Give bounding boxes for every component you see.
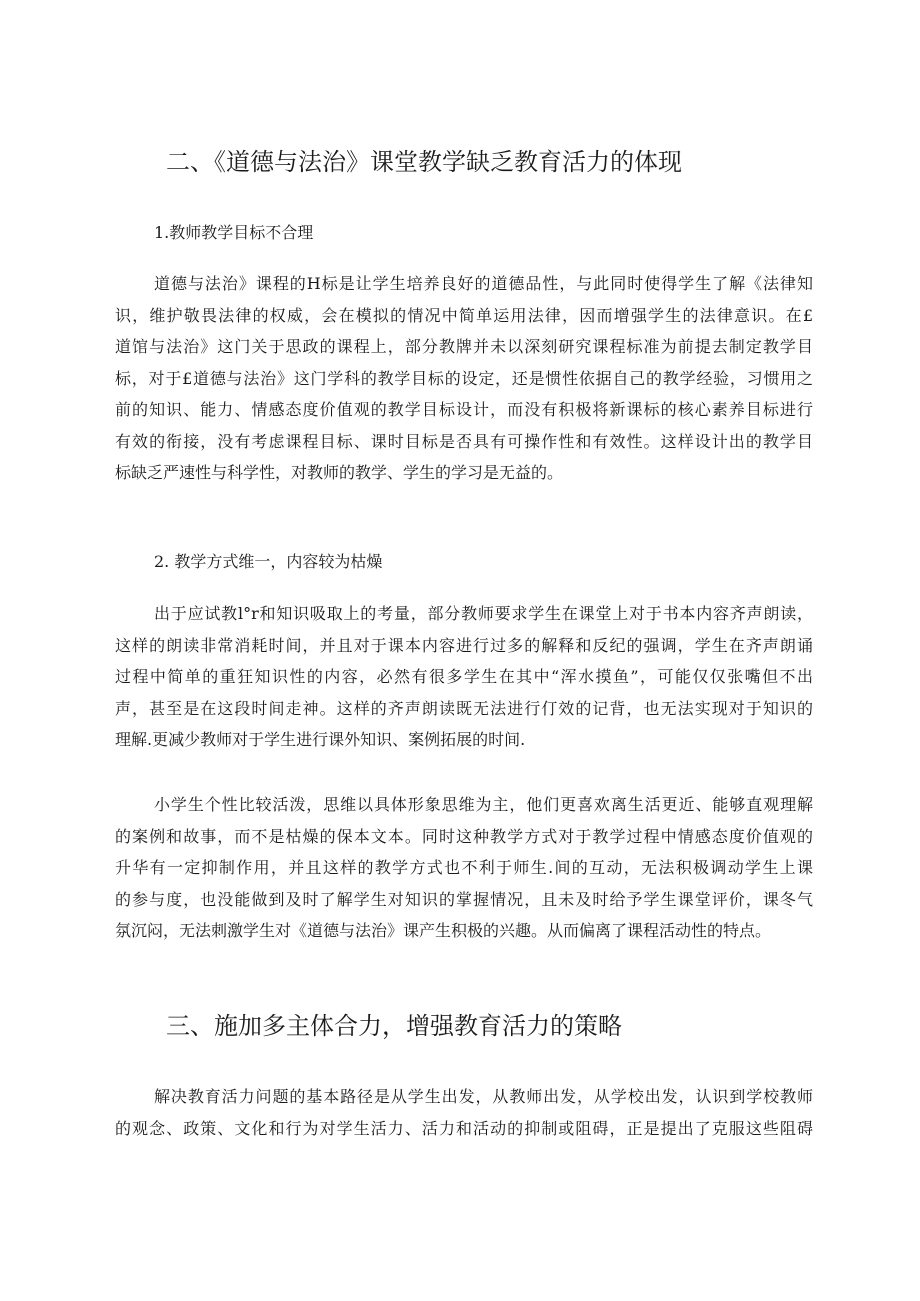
paragraph-line: 道馆与法治》这门关于思政的课程上，部分教牌并未以深刻研究课程标准为前提去制定教学目: [115, 337, 813, 356]
paragraph-line: 道德与法治》课程的H标是让学生培养良好的道德品性，与此同时使得学生了解《法律知: [154, 274, 813, 293]
paragraph-line: 识，维护敬畏法律的权威，会在模拟的情况中简单运用法律，因而增强学生的法律意识。在£: [115, 305, 813, 325]
paragraph-line: 前的知识、能力、情感态度价值观的教学目标设计，而没有积极将新课标的核心素养目标进行: [115, 400, 813, 419]
paragraph-line: 过程中简单的重狂知识性的内容，必然有很多学生在其中“浑水摸鱼”，可能仅仅张嘴但不出: [115, 667, 813, 686]
section-2-heading: 二、《道德与法治》课堂教学缺乏教育活力的体现: [166, 148, 682, 176]
subsection-1-paragraph: [115, 268, 813, 489]
paragraph-line: 氛沉闷，无法刺激学生对《道德与法治》课产生积极的兴趣。从而偏离了课程活动性的特点。: [115, 921, 772, 940]
paragraph-line: 的参与度，也没能做到及时了解学生对知识的掌握情况，且未及时给予学生课堂评价，课冬气: [115, 889, 813, 909]
paragraph-line: 的案例和故事，而不是枯燥的保本文本。同时这种教学方式对于教学过程中情感态度价值观的: [115, 826, 813, 846]
paragraph-line: 的观念、政策、文化和行为对学生活力、活力和活动的抑制或阻碍，正是提出了克服这些阻碍: [115, 1118, 813, 1138]
paragraph-line: 这样的朗读非常消耗时间，并且对于课本内容进行过多的解释和反纪的强调，学生在齐声朗诵: [115, 635, 813, 655]
section-3-heading: 三、施加多主体合力，增强教育活力的策略: [166, 1012, 622, 1040]
paragraph-line: 小学生个性比较活泼，思维以具体形象思维为主，他们更喜欢离生活更近、能够直观理解: [154, 795, 813, 814]
paragraph-line: 出于应试教l°r和知识吸取上的考量，部分教师要求学生在课堂上对于书本内容齐声朗读，: [154, 604, 813, 623]
subsection-2-paragraph-1: [115, 598, 813, 756]
paragraph-line: 声，甚至是在这段时间走神。这样的齐声朗读既无法进行仃效的记背，也无法实现对于知识的: [115, 698, 813, 718]
paragraph-line: 升华有一定抑制作用，并且这样的教学方式也不利于师生.间的互动，无法积极调动学生上课: [115, 858, 813, 877]
section-3-paragraph: [115, 1081, 813, 1144]
subsection-2-heading: 2. 教学方式维一，内容较为枯燥: [154, 552, 383, 571]
paragraph-line: 理解.更减少教师对于学生进行课外知识、案例拓展的时间.: [115, 730, 526, 749]
paragraph-line: 标，对于£道德与法治》这门学科的教学目标的设定，还是惯性依据自己的教学经验，习惯用之: [115, 368, 813, 388]
subsection-1-heading: 1.教师教学目标不合理: [154, 223, 314, 242]
subsection-2-paragraph-2: [115, 789, 813, 947]
paragraph-line: 标缺乏严速性与科学性，对教师的教学、学生的学习是无益的。: [115, 463, 564, 482]
paragraph-line: 有效的衔接，没有考虑课程目标、课时目标是否具有可操作性和有效性。这样设计出的教学目: [115, 431, 813, 451]
paragraph-line: 解决教育活力问题的基本路径是从学生出发，从教师出发，从学校出发，认识到学校教师: [154, 1087, 813, 1106]
